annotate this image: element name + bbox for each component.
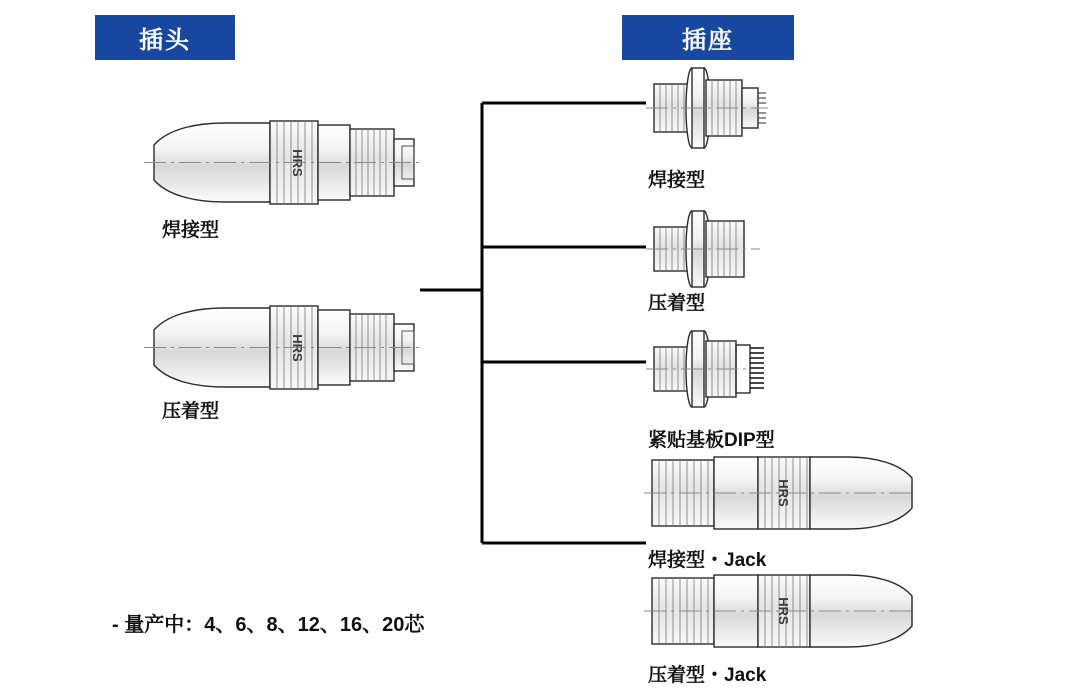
header-socket: 插座: [622, 15, 794, 60]
socket-crimp-image: [650, 205, 768, 291]
caption-plug-solder: 焊接型: [162, 220, 220, 241]
plug-crimp-image: [150, 300, 420, 395]
caption-socket-solder-jack: 焊接型・Jack: [648, 550, 767, 571]
socket-crimp-jack-image: [648, 570, 918, 652]
production-note: - 量产中：4、6、8、12、16、20芯: [112, 614, 425, 636]
svg-text:HRS: HRS: [776, 479, 791, 507]
caption-socket-solder: 焊接型: [648, 170, 706, 191]
caption-plug-crimp: 压着型: [162, 401, 220, 422]
caption-socket-crimp: 压着型: [648, 293, 706, 314]
caption-socket-dip: 紧贴基板DIP型: [648, 430, 775, 451]
socket-solder-image: [650, 62, 768, 154]
svg-text:HRS: HRS: [290, 149, 305, 177]
header-plug: 插头: [95, 15, 235, 60]
socket-dip-image: [650, 325, 770, 413]
plug-solder-image: [150, 115, 420, 210]
svg-text:HRS: HRS: [776, 597, 791, 625]
svg-text:HRS: HRS: [290, 334, 305, 362]
caption-socket-crimp-jack: 压着型・Jack: [648, 665, 767, 686]
socket-solder-jack-image: [648, 452, 918, 534]
